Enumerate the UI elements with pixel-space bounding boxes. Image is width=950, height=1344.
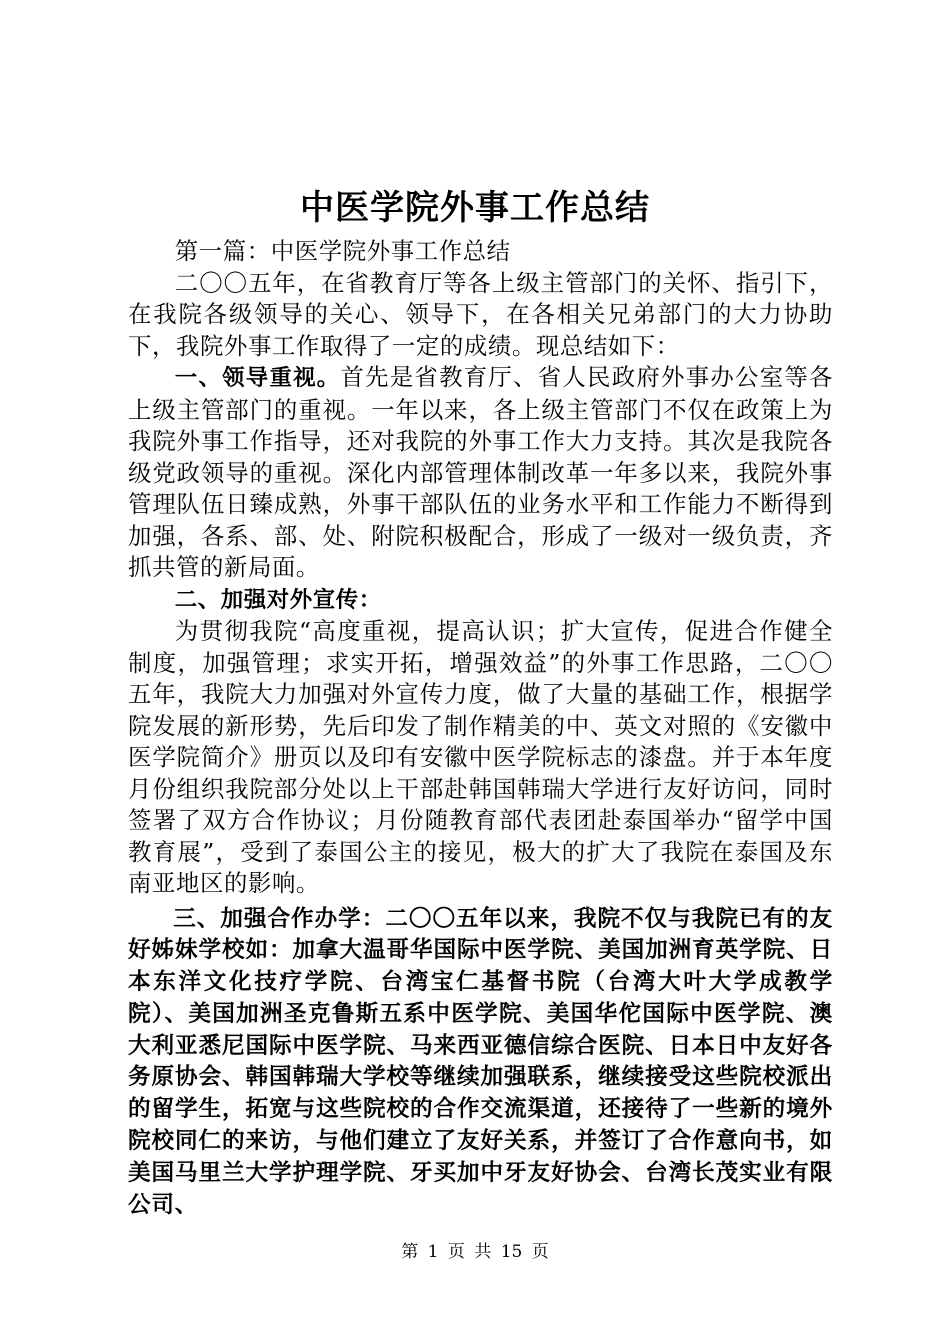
document-title: 中医学院外事工作总结: [300, 188, 650, 228]
intro-paragraph: 二〇〇五年，在省教育厅等各上级主管部门的关怀、指引下，在我院各级领导的关心、领导下，在各相关兄弟部门的大力协助下，我院外事工作取得了一定的成绩。现总结如下：: [128, 268, 833, 360]
section3-paragraph: 三、加强合作办学：二〇〇五年以来，我院不仅与我院已有的友好姊妹学校如：加拿大温哥华国际中医学院、美国加洲育英学院、日本东洋文化技疗学院、台湾宝仁基督书院（台湾大叶大学成教学院）、美国加洲圣克鲁斯五系中医学院、美国华佗国际中医学院、澳大利亚悉尼国际中医学院、马来西亚德信综合医院、日本日中友好各务原协会、韩国韩瑞大学校等继续加强联系，继续接受这些院校派出的留学生，拓宽与这些院校的合作交流渠道，还接待了一些新的境外院校同仁的来访，与他们建立了友好关系，并签订了合作意向书，如美国马里兰大学护理学院、牙买加中牙友好协会、台湾长茂实业有限公司、: [128, 905, 833, 1218]
section2-heading-text: 二、加强对外宣传：: [174, 586, 382, 613]
section1-paragraph: [128, 362, 833, 584]
document-body: [128, 236, 833, 1221]
section2-paragraph: 为贯彻我院“高度重视，提高认识；扩大宣传，促进合作健全制度，加强管理；求实开拓，增强效益”的外事工作思路，二〇〇五年，我院大力加强对外宣传力度，做了大量的基础工作，根据学院发展的新形势，先后印发了制作精美的中、英文对照的《安徽中医学院简介》册页以及印有安徽中医学院标志的漆盘。并于本年度月份组织我院部分处以上干部赴韩国韩瑞大学进行友好访问，同时签署了双方合作协议；月份随教育部代表团赴泰国举办“留学中国教育展”，受到了泰国公主的接见，极大的扩大了我院在泰国及东南亚地区的影响。: [128, 617, 833, 897]
section1-text: 首先是省教育厅、省人民政府外事办公室等各上级主管部门的重视。一年以来，各上级主管部门不仅在政策上为我院外事工作指导，还对我院的外事工作大力支持。其次是我院各级党政领导的重视。深化内部管理体制改革一年多以来，我院外事管理队伍日臻成熟，外事干部队伍的业务水平和工作能力不断得到加强，各系、部、处、附院积极配合，形成了一级对一级负责，齐抓共管的新局面。: [128, 363, 834, 581]
part-label: 第一篇：中医学院外事工作总结: [174, 237, 511, 265]
section2-heading: [128, 584, 833, 617]
page-footer: 第 1 页 共 15 页: [401, 1242, 549, 1262]
section1-heading: 一、领导重视。: [174, 365, 341, 391]
